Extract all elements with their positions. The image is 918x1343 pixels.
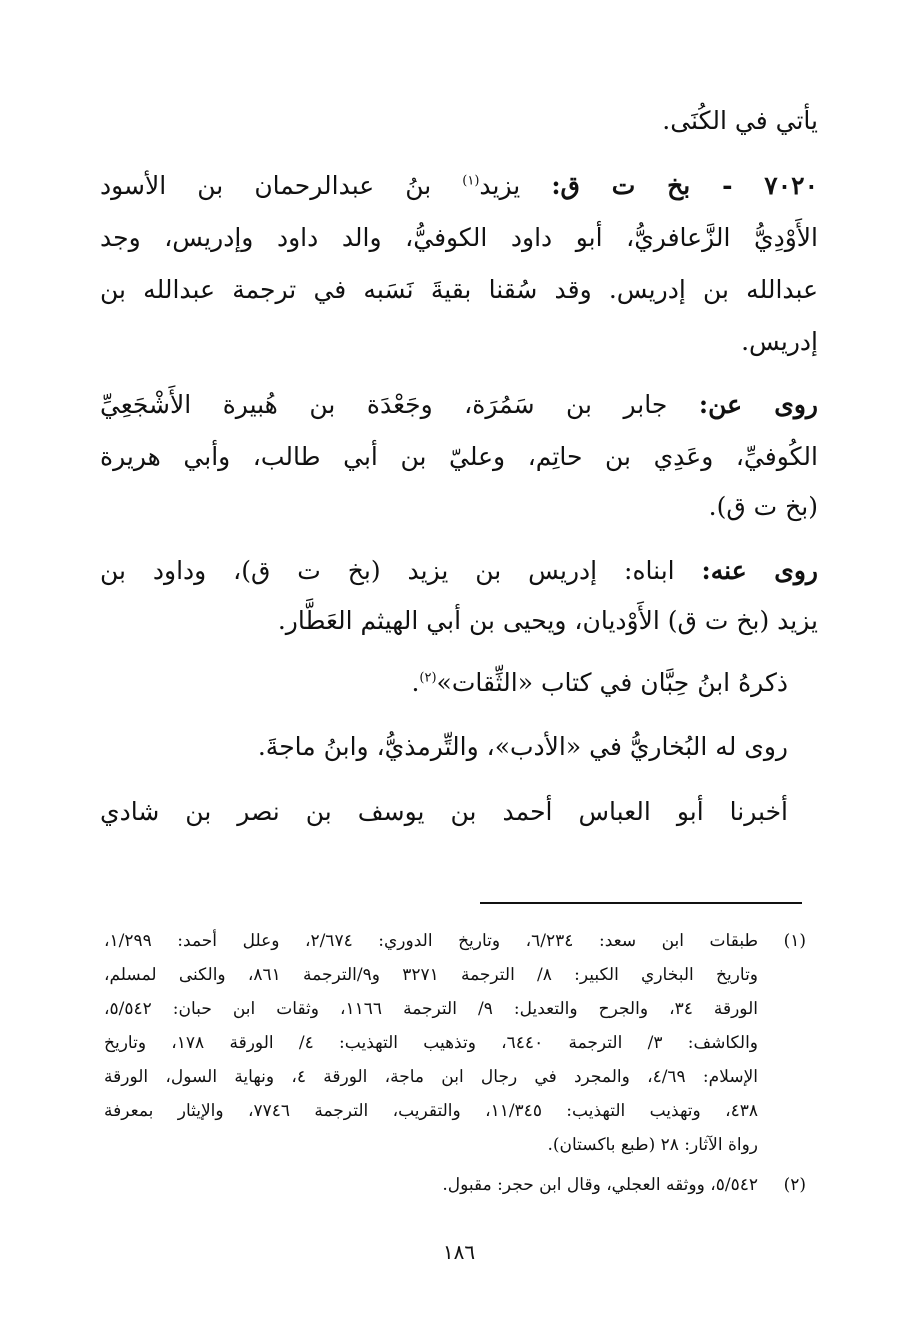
footnote-1-line-3: الورقة ٣٤، والجرح والتعديل: ٩/ الترجمة ١١٦٦، وثقات ابن حبان: ٥/٥٤٢، bbox=[104, 999, 758, 1019]
thiqat-text: ذكرهُ ابنُ حِبَّان في كتاب «الثِّقات» bbox=[436, 668, 788, 697]
isnad-text: أخبرنا أبو العباس أحمد بن يوسف بن نصر بن شادي bbox=[100, 797, 788, 826]
narrated-for-line bbox=[258, 730, 788, 764]
narrated-from-text-3: (بخ ت ق). bbox=[708, 492, 818, 521]
entry-line-3 bbox=[100, 273, 818, 307]
entry-line-4 bbox=[741, 325, 818, 359]
footnote-1-line-4: والكاشف: ٣/ الترجمة ٦٤٤٠، وتذهيب التهذيب: ٤/ الورقة ١٧٨، وتاريخ bbox=[104, 1033, 759, 1053]
isnad-line bbox=[100, 795, 788, 829]
footnote-separator bbox=[480, 902, 802, 904]
footnote-ref-2: (٢) bbox=[419, 670, 437, 686]
footnote-1-line-1: طبقات ابن سعد: ٦/٢٣٤، وتاريخ الدوري: ٢/٦٧٤، وعلل أحمد: ١/٢٩٩، bbox=[104, 931, 758, 951]
narrated-by-label: روى عنه: bbox=[701, 556, 819, 585]
page-number: ١٨٦ bbox=[442, 1240, 476, 1264]
continuation-line bbox=[662, 104, 818, 138]
narrated-by-text-2: يزيد (بخ ت ق) الأَوْديان، ويحيى بن أبي الهيثم العَطَّار. bbox=[277, 606, 818, 635]
narrated-from-line-1 bbox=[100, 388, 818, 422]
narrated-from-text-2: الكُوفيِّ، وعَدِي بن حاتِم، وعليّ بن أبي طالب، وأبي هريرة bbox=[100, 442, 818, 471]
continuation-text: يأتي في الكُنَى. bbox=[662, 106, 818, 135]
narrated-from-text-1: جابر بن سَمُرَة، وجَعْدَة بن هُبيرة الأَشْجَعِيِّ bbox=[100, 390, 699, 419]
entry-number: ٧٠٢٠ - بخ ت ق: bbox=[551, 171, 818, 200]
narrated-by-text-1: ابناه: إدريس بن يزيد (بخ ت ق)، وداود بن bbox=[100, 556, 702, 585]
entry-name-b: بنُ عبدالرحمان بن الأسود bbox=[100, 171, 463, 200]
narrated-from-label: روى عن: bbox=[698, 390, 819, 419]
narrated-for-text: روى له البُخاريُّ في «الأدب»، والتِّرمذيُّ، وابنُ ماجةَ. bbox=[257, 732, 788, 761]
entry-line-2 bbox=[100, 221, 818, 255]
footnote-number-2: (٢) bbox=[783, 1175, 806, 1195]
narrated-by-line-2 bbox=[278, 604, 818, 638]
footnote-1-line-2: وتاريخ البخاري الكبير: ٨/ الترجمة ٣٢٧١ و٩/الترجمة ٨٦١، والكنى لمسلم، bbox=[104, 965, 759, 985]
footnote-2-line-1: ٥/٥٤٢، ووثقه العجلي، وقال ابن حجر: مقبول. bbox=[442, 1175, 758, 1195]
entry-text-4: إدريس. bbox=[741, 327, 818, 356]
footnote-1-line-7: رواة الآثار: ٢٨ (طبع باكستان). bbox=[547, 1135, 758, 1155]
narrated-from-line-2 bbox=[100, 440, 818, 474]
narrated-from-line-3 bbox=[709, 490, 818, 524]
entry-text-3: عبدالله بن إدريس. وقد سُقنا بقيةَ نَسَبه في ترجمة عبدالله بن bbox=[100, 275, 818, 304]
thiqat-end: . bbox=[411, 668, 420, 697]
footnote-1-line-6: ٤٣٨، وتهذيب التهذيب: ١١/٣٤٥، والتقريب، الترجمة ٧٧٤٦، والإيثار بمعرفة bbox=[104, 1101, 758, 1121]
entry-name-a: يزيد bbox=[479, 171, 552, 200]
footnote-number-1: (١) bbox=[783, 931, 806, 951]
narrated-by-line-1 bbox=[100, 554, 818, 588]
entry-text-2: الأَوْدِيُّ الزَّعافريُّ، أبو داود الكوفيُّ، والد داود وإدريس، وجد bbox=[100, 223, 818, 252]
footnote-ref-1: (١) bbox=[462, 173, 480, 189]
footnote-1-line-5: الإسلام: ٤/٦٩، والمجرد في رجال ابن ماجة، الورقة ٤، ونهاية السول، الورقة bbox=[104, 1067, 758, 1087]
thiqat-line bbox=[411, 666, 788, 700]
entry-heading-line bbox=[100, 169, 818, 203]
